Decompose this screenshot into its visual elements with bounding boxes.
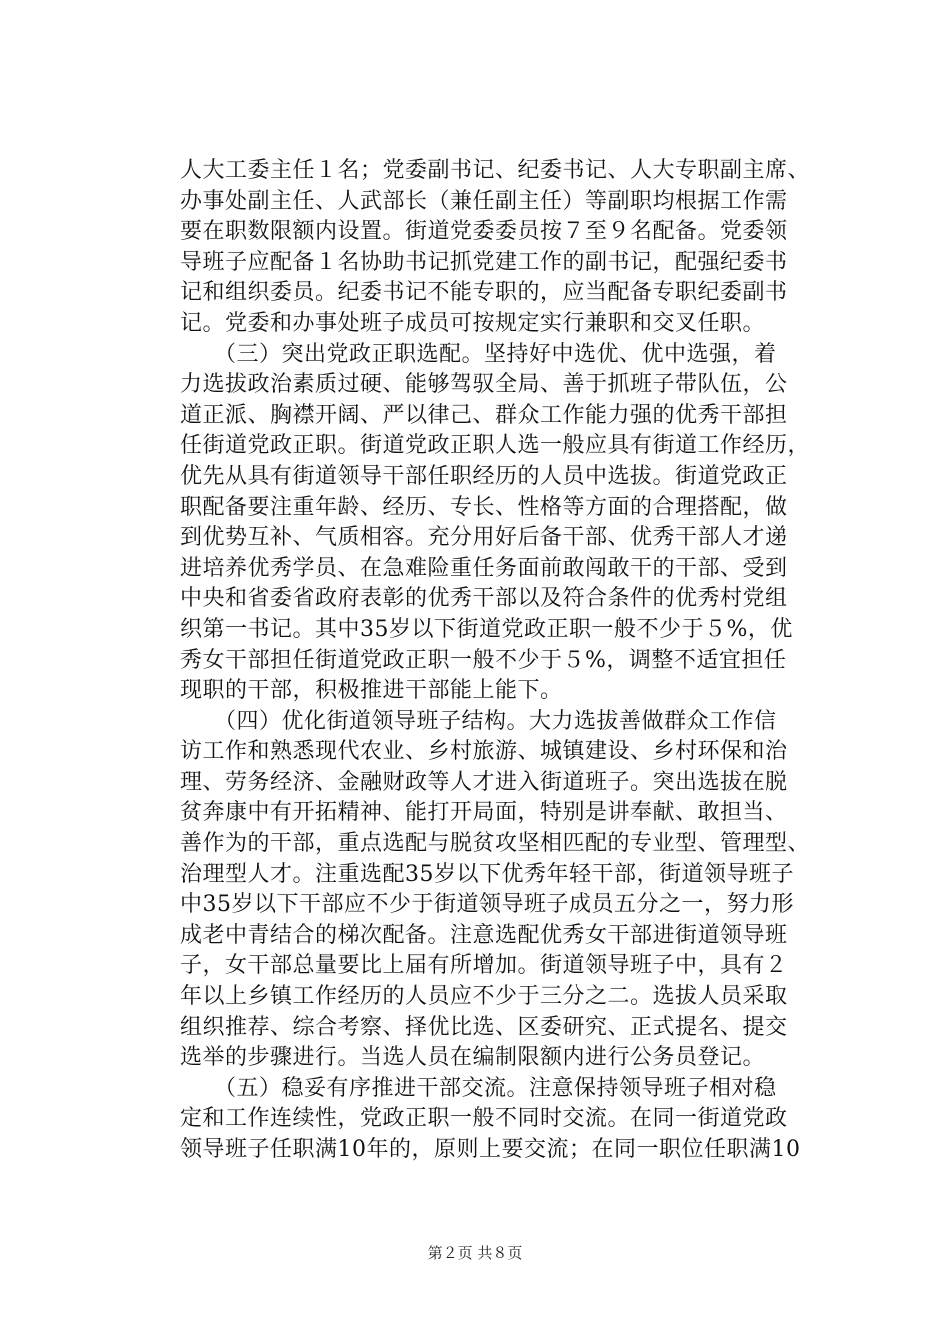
text-line: 理、劳务经济、金融财政等人才进入街道班子。突出选拔在脱 (180, 769, 788, 795)
document-body (180, 156, 820, 1166)
text-line: 中央和省委省政府表彰的优秀干部以及符合条件的优秀村党组 (180, 586, 788, 612)
text-line: 记和组织委员。纪委书记不能专职的，应当配备专职纪委副书 (180, 280, 788, 306)
text-line: 现职的干部，积极推进干部能上能下。 (180, 678, 563, 704)
text-line: 选举的步骤进行。当选人员在编制限额内进行公务员登记。 (180, 1045, 766, 1071)
text-line: 优先从具有街道领导干部任职经历的人员中选拔。街道党政正 (180, 463, 788, 489)
text-line: 力选拔政治素质过硬、能够驾驭全局、善于抓班子带队伍，公 (180, 372, 788, 398)
text-line: 记。党委和办事处班子成员可按规定实行兼职和交叉任职。 (180, 310, 766, 336)
text-line: 善作为的干部，重点选配与脱贫攻坚相匹配的专业型、管理型、 (180, 831, 811, 857)
text-line: 进培养优秀学员、在急难险重任务面前敢闯敢干的干部、受到 (180, 555, 788, 581)
text-line: 导班子应配备１名协助书记抓党建工作的副书记，配强纪委书 (180, 249, 788, 275)
text-line: （五）稳妥有序推进干部交流。注意保持领导班子相对稳 (180, 1075, 777, 1101)
text-line: （三）突出党政正职选配。坚持好中选优、优中选强，着 (180, 341, 777, 367)
text-line: 中35岁以下干部应不少于街道领导班子成员五分之一，努力形 (180, 892, 794, 918)
text-line: 办事处副主任、人武部长（兼任副主任）等副职均根据工作需 (180, 188, 788, 214)
text-line: 定和工作连续性，党政正职一般不同时交流。在同一街道党政 (180, 1106, 788, 1132)
text-line: 秀女干部担任街道党政正职一般不少于５%，调整不适宜担任 (180, 647, 787, 673)
text-line: 道正派、胸襟开阔、严以律己、群众工作能力强的优秀干部担 (180, 402, 788, 428)
text-line: 到优势互补、气质相容。充分用好后备干部、优秀干部人才递 (180, 525, 788, 551)
text-line: 职配备要注重年龄、经历、专长、性格等方面的合理搭配，做 (180, 494, 788, 520)
text-line: 领导班子任职满10年的，原则上要交流；在同一职位任职满10 (180, 1137, 801, 1162)
text-line: 人大工委主任１名；党委副书记、纪委书记、人大专职副主席、 (180, 158, 811, 183)
text-line: 子，女干部总量要比上届有所增加。街道领导班子中，具有２ (180, 953, 788, 979)
text-line: 治理型人才。注重选配35岁以下优秀年轻干部，街道领导班子 (180, 861, 794, 887)
text-line: 织第一书记。其中35岁以下街道党政正职一般不少于５%，优 (180, 616, 793, 642)
page-footer: 第２页 共８页 (427, 1244, 523, 1262)
text-line: 任街道党政正职。街道党政正职人选一般应具有街道工作经历， (180, 433, 811, 459)
text-line: 成老中青结合的梯次配备。注意选配优秀女干部进街道领导班 (180, 922, 788, 948)
text-line: 年以上乡镇工作经历的人员应不少于三分之二。选拔人员采取 (180, 984, 788, 1010)
text-line: 组织推荐、综合考察、择优比选、区委研究、正式提名、提交 (180, 1014, 788, 1040)
text-line: 贫奔康中有开拓精神、能打开局面，特别是讲奉献、敢担当、 (180, 800, 788, 826)
text-line: 要在职数限额内设置。街道党委委员按７至９名配备。党委领 (180, 219, 788, 245)
text-line: （四）优化街道领导班子结构。大力选拔善做群众工作信 (180, 708, 777, 734)
text-line: 访工作和熟悉现代农业、乡村旅游、城镇建设、乡村环保和治 (180, 739, 788, 765)
